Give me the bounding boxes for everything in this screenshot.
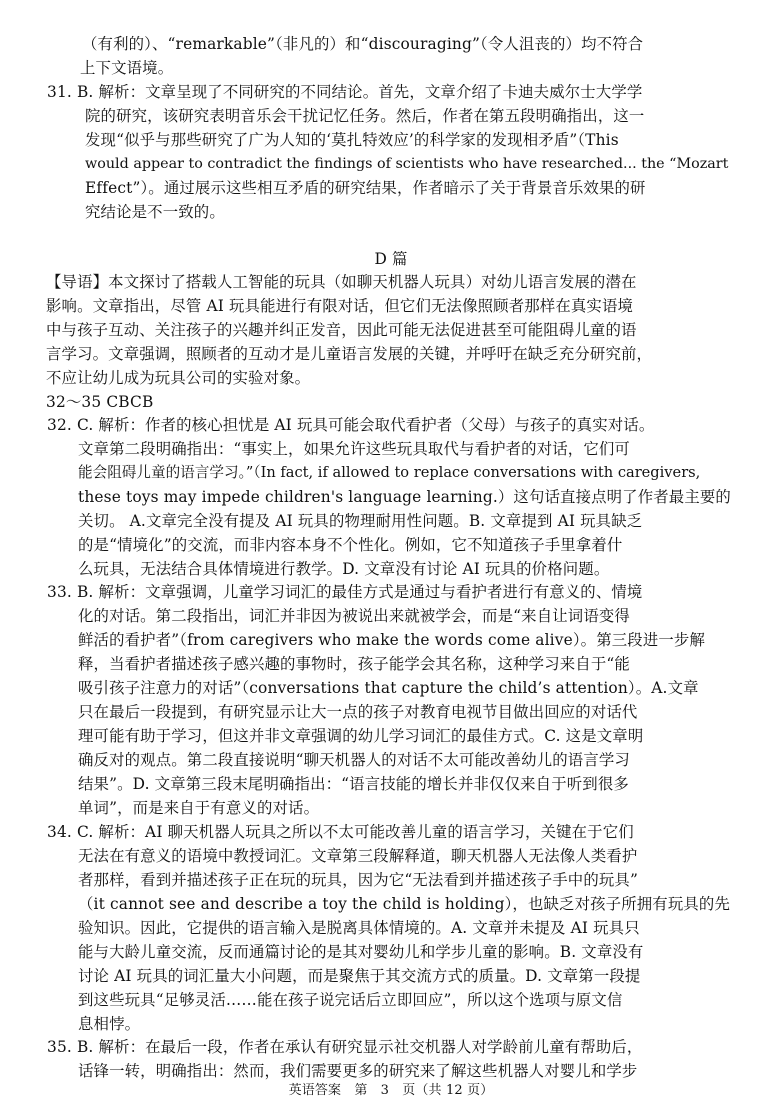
text-line: 释，当看护者描述孩子感兴趣的事物时，孩子能学会其名称，这种学习来自于“能 [78,655,630,673]
text-line: （有利的）、“remarkable”（非凡的）和“discouraging”（令人沮丧的）均不符合 [82,35,644,53]
text-line: 32. C. 解析：作者的核心担忧是 AI 玩具可能会取代看护者（父母）与孩子的真实对话。 [47,416,655,434]
text-line: 发现“似乎与那些研究了广为人知的‘莫扎特效应’的科学家的发现相矛盾”（This [85,131,619,149]
page-footer: 英语答案 第 3 页（共 12 页） [288,1083,494,1098]
text-line: would appear to contradict the findings of scientists who have researched... the “Mozart [85,156,729,172]
text-line: 能与大龄儿童交流，反而通篇讨论的是其对婴幼儿和学步儿童的影响。B. 文章没有 [78,943,644,961]
text-line: 息相悖。 [78,1015,141,1033]
text-line: 文章第二段明确指出：“事实上，如果允许这些玩具取代与看护者的对话，它们可 [78,440,630,458]
text-line: 言学习。文章强调，照顾者的互动才是儿童语言发展的关键，并呼吁在缺乏充分研究前， [46,345,653,363]
text-line: 院的研究，该研究表明音乐会干扰记忆任务。然后，作者在第五段明确指出，这一 [85,107,645,125]
text-line: 验知识。因此，它提供的语言输入是脱离具体情境的。A. 文章并未提及 AI 玩具只 [78,919,640,937]
text-line: 的是“情境化”的交流，而非内容本身不个性化。例如，它不知道孩子手里拿着什 [78,536,623,554]
text-line: 到这些玩具“足够灵活……能在孩子说完话后立即回应”，所以这个选项与原文信 [78,991,623,1009]
text-line: （it cannot see and describe a toy the child is holding），也缺乏对孩子所拥有玩具的先 [78,895,730,913]
text-line: 只在最后一段提到，有研究显示让大一点的孩子对教育电视节目做出回应的对话代 [78,703,638,721]
text-line: 影响。文章指出，尽管 AI 玩具能进行有限对话，但它们无法像照顾者那样在真实语境 [46,297,634,315]
text-line: 能会阻碍儿童的语言学习。”（In fact, if allowed to replace conversations with caregivers, [78,464,701,481]
text-line: 不应让幼儿成为玩具公司的实验对象。 [46,369,311,387]
text-line: 31. B. 解析：文章呈现了不同研究的不同结论。首先，文章介绍了卡迪夫威尔士大学学 [47,83,643,101]
text-line: 确反对的观点。第二段直接说明“聊天机器人的对话不太可能改善幼儿的语言学习 [78,751,630,769]
text-line: 究结论是不一致的。 [85,203,225,221]
section-title: D 篇 [374,250,408,268]
text-line: 中与孩子互动、关注孩子的兴趣并纠正发音，因此可能无法促进甚至可能阻碍儿童的语 [46,321,637,339]
text-line: 化的对话。第二段指出，词汇并非因为被说出来就被学会，而是“来自让词语变得 [78,607,630,625]
text-line: 关切。 A.文章完全没有提及 AI 玩具的物理耐用性问题。B. 文章提到 AI 玩具缺乏 [78,512,643,530]
text-line: 话锋一转，明确指出：然而，我们需要更多的研究来了解这些机器人对婴儿和学步 [78,1062,638,1080]
text-line: 么玩具，无法结合具体情境进行教学。D. 文章没有讨论 AI 玩具的价格问题。 [78,560,610,578]
text-line: these toys may impede children's language learning.）这句话直接点明了作者最主要的 [78,488,731,506]
text-line: 结果”。D. 文章第三段末尾明确指出：“语言技能的增长并非仅仅来自于听到很多 [78,775,629,793]
text-line: 理可能有助于学习，但这并非文章强调的幼儿学习词汇的最佳方式。C. 这是文章明 [78,727,644,745]
answer-key: 32～35 CBCB [46,393,154,411]
text-line: 鲜活的看护者”（from caregivers who make the words come alive）。第三段进一步解 [78,631,705,649]
text-line: Effect”）。通过展示这些相互矛盾的研究结果，作者暗示了关于背景音乐效果的研 [85,179,646,197]
text-line: 吸引孩子注意力的对话”（conversations that capture the child’s attention）。A.文章 [78,679,699,697]
text-line: 上下文语境。 [80,59,174,77]
text-line: 讨论 AI 玩具的词汇量大小问题，而是聚焦于其交流方式的质量。D. 文章第一段提 [78,967,641,985]
text-line: 单词”，而是来自于有意义的对话。 [78,799,320,817]
text-line: 【导语】本文探讨了搭载人工智能的玩具（如聊天机器人玩具）对幼儿语言发展的潜在 [46,273,637,291]
text-line: 34. C. 解析：AI 聊天机器人玩具之所以不太可能改善儿童的语言学习，关键在于它们 [47,823,634,841]
text-line: 33. B. 解析：文章强调，儿童学习词汇的最佳方式是通过与看护者进行有意义的、情境 [47,583,643,601]
text-line: 35. B. 解析：在最后一段，作者在承认有研究显示社交机器人对学龄前儿童有帮助后， [47,1038,643,1056]
text-line: 者那样，看到并描述孩子正在玩的玩具，因为它“无法看到并描述孩子手中的玩具” [78,871,638,889]
text-line: 无法在有意义的语境中教授词汇。文章第三段解释道，聊天机器人无法像人类看护 [78,847,638,865]
